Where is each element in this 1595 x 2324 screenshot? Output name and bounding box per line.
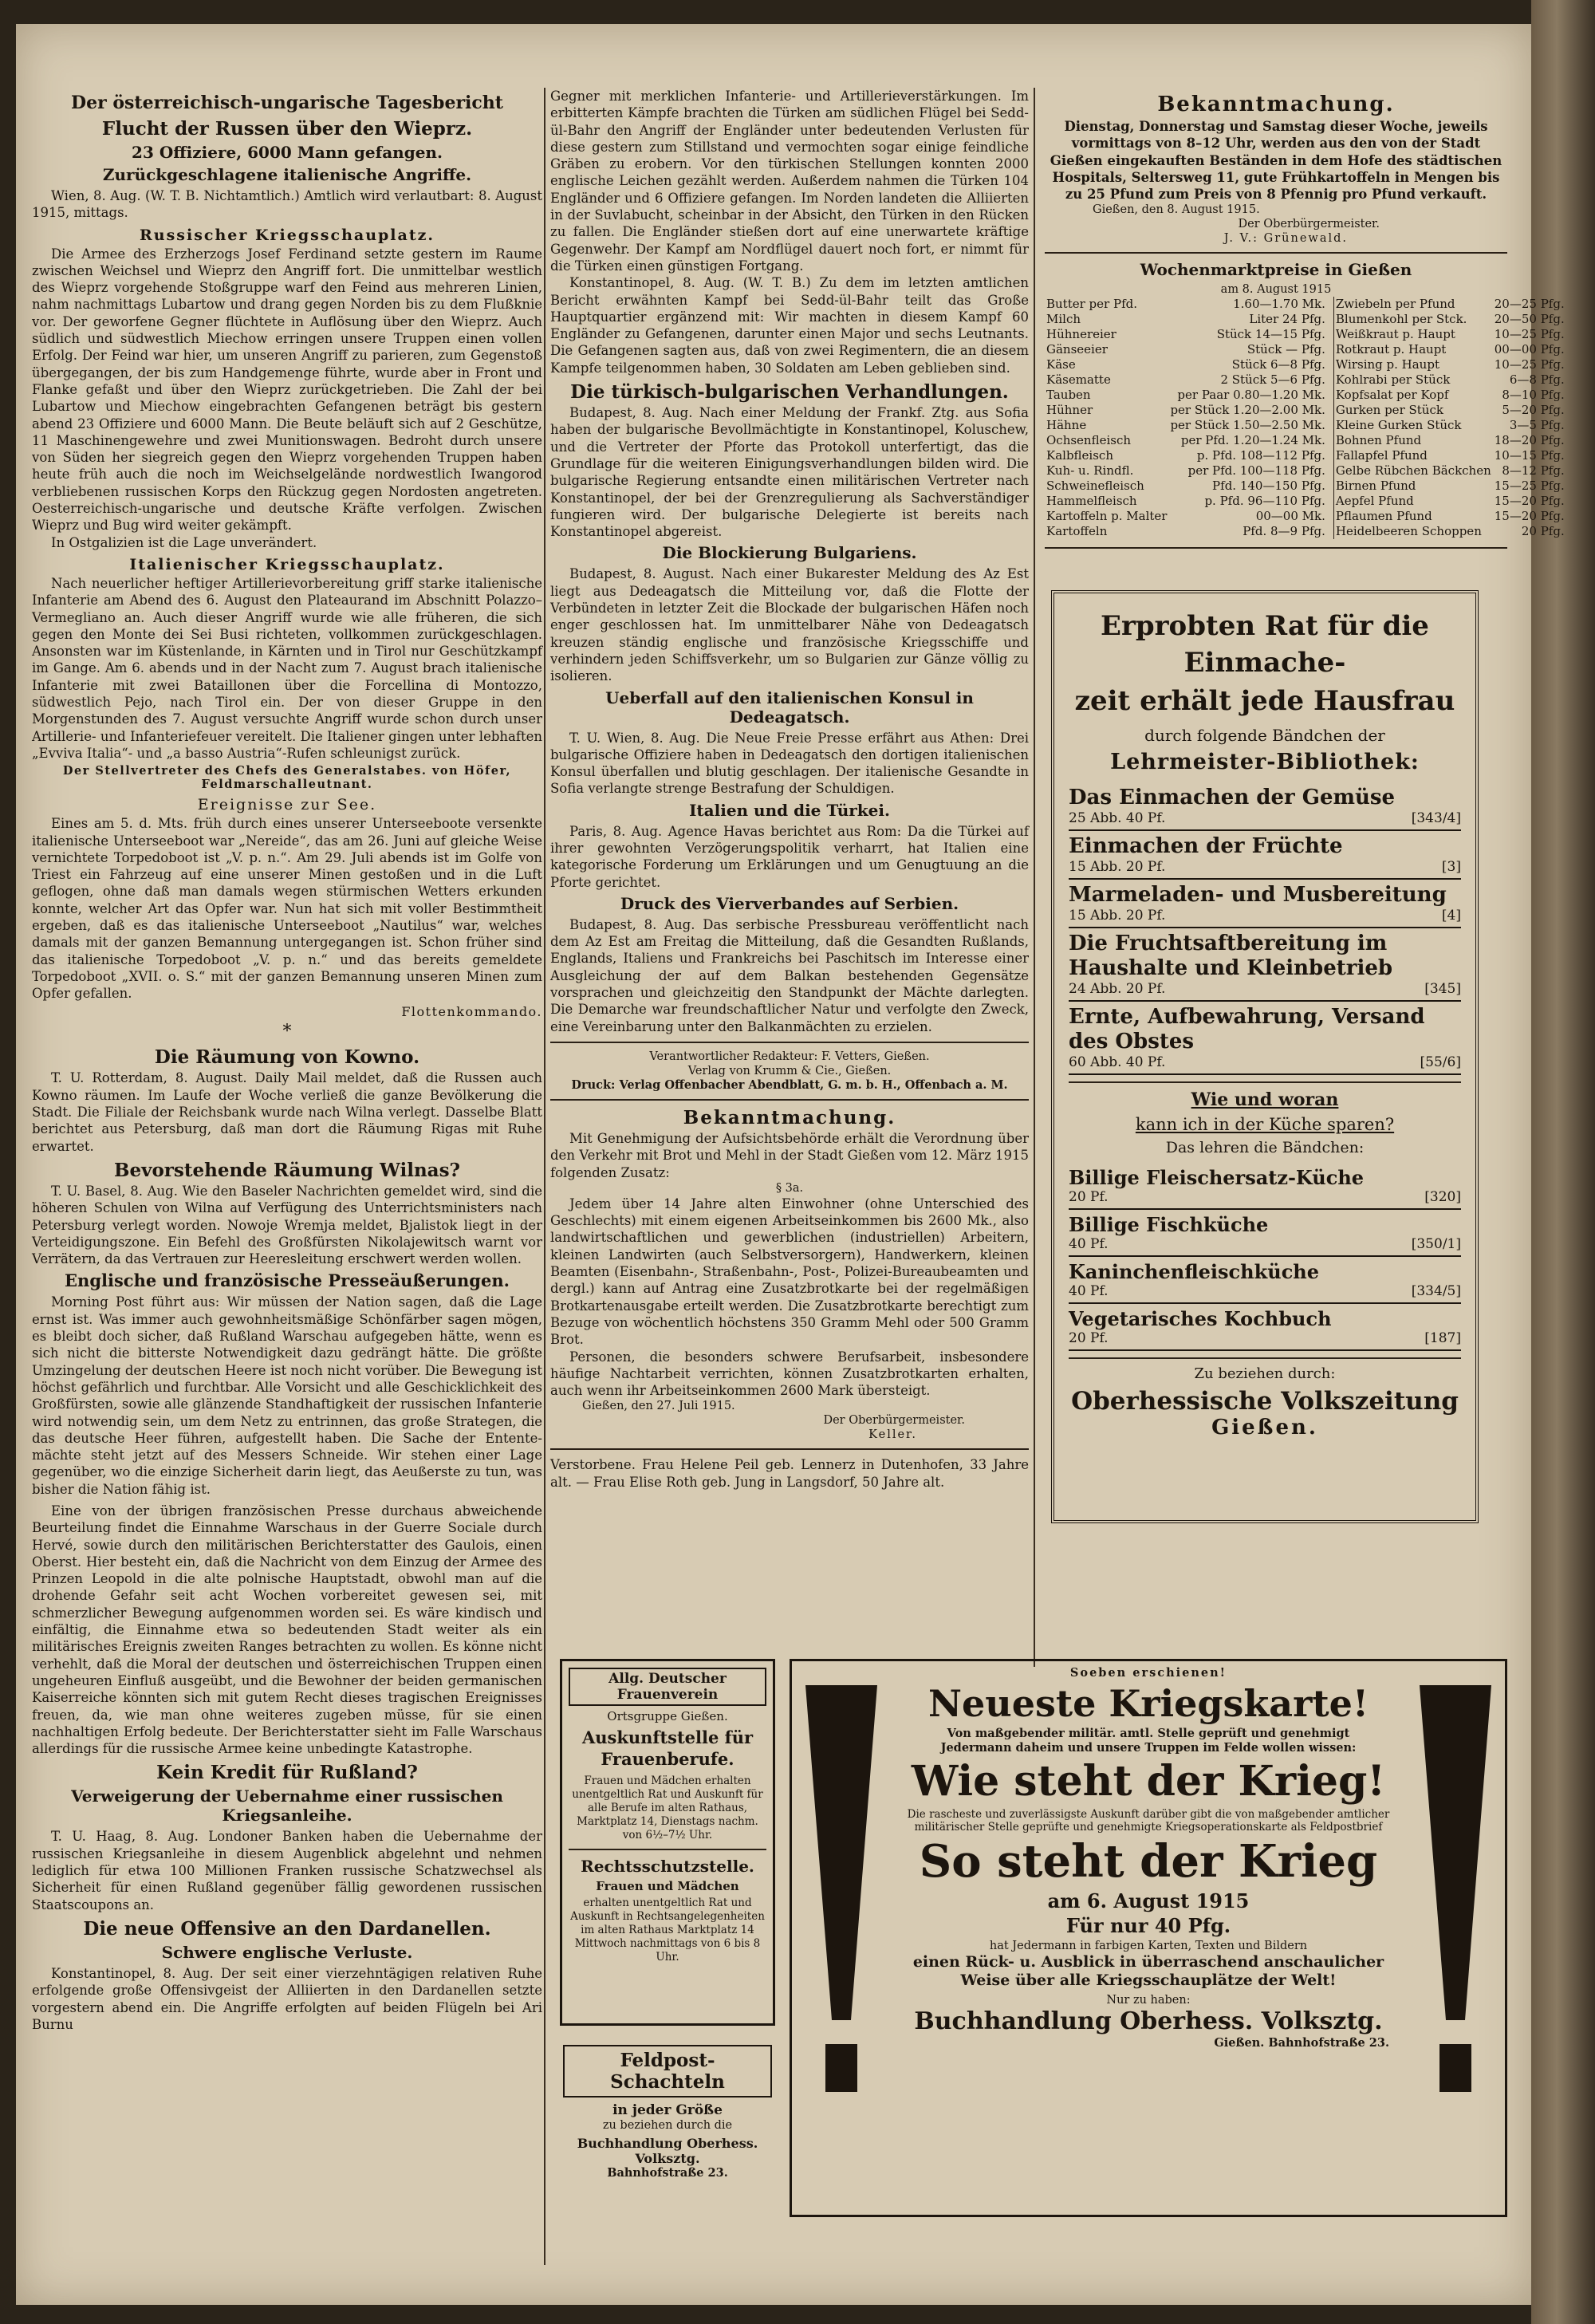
market-cell: Aepfel Pfund [1335, 494, 1414, 509]
market-row [1045, 463, 1566, 479]
market-row [1045, 327, 1566, 342]
exclamation-right-icon [1416, 1685, 1495, 2132]
ad-title-line: Lehrmeister-Bibliothek: [1110, 750, 1420, 774]
ad-book-title: Billige Fleischersatz-Küche [1069, 1166, 1365, 1189]
market-row [1045, 524, 1566, 539]
paragraph: Budapest, 8. Aug. Das serbische Pressbureau veröffentlicht nach dem Az Est am Freitag die Mitteilung, daß die Gesandten Rußlands, Englands, Italiens und Frankreichs bei Paschitsch im Interesse einer Ausgleichung der auf dem Balkan bestehenden Gegensätze vorsprachen und gleichzeitig den Standpunkt der Mächte darlegten. Die Demarche war freundschaftlicher Natur und verfolgte den Zweck, eine Vereinbarung unter den Balkanmächten zu erzielen. [550, 916, 1029, 1034]
headline-wilna: Bevorstehende Räumung Wilnas? [114, 1159, 460, 1181]
market-cell: Blumenkohl per Stck. [1335, 312, 1467, 327]
market-cell: 6—8 Pfg. [1509, 372, 1565, 388]
ad-text: Von maßgebender militär. amtl. Stelle geprüft und genehmigt [947, 1727, 1350, 1740]
ad-book-item [1069, 1210, 1461, 1257]
headline-dardanellen: Die neue Offensive an den Dardanellen. [83, 1917, 491, 1940]
imprint: Verantwortlicher Redakteur: F. Vetters, Gießen. [649, 1050, 930, 1063]
paragraph-obituaries: Verstorbene. Frau Helene Peil geb. Lennerz in Dutenhofen, 33 Jahre alt. — Frau Elise Roth geb. Jung in Langsdorf, 50 Jahre alt. [550, 1457, 1029, 1490]
ad-book-info: 40 Pf. [1069, 1283, 1109, 1299]
market-row [1045, 479, 1566, 494]
divider [1069, 1357, 1461, 1359]
ad-heading: Rechtsschutzstelle. [581, 1857, 754, 1876]
ad-book-title: Kaninchenfleischküche [1069, 1260, 1320, 1283]
divider [1045, 547, 1507, 549]
paragraph: Paris, 8. Aug. Agence Havas berichtet aus Rom: Da die Türkei auf ihrer gewohnten Verzögerungspolitik verharrt, hat Italien eine kategorische Forderung um Erklärungen und um Genugtuung an die Pforte gerichtet. [550, 823, 1029, 890]
ad-book-number: [320] [1424, 1189, 1461, 1205]
divider [550, 1448, 1029, 1450]
market-cell: 1.60—1.70 Mk. [1168, 297, 1333, 312]
paragraph: T. U. Haag, 8. Aug. Londoner Banken haben die Uebernahme der russischen Kriegsanleihe in diesem Augenblick abgelehnt und nehmen lediglich für etwa 100 Millionen Franken russische Schatzwechsel als Sicherheit für einen Rußland gegenüber fällig gewordenen russischen Staatscoupons an. [32, 1829, 542, 1912]
market-cell: Gurken per Stück [1335, 403, 1443, 418]
column-2 [550, 88, 1029, 1651]
market-cell: Kopfsalat per Kopf [1335, 388, 1449, 403]
market-cell: 8—10 Pfg. [1502, 388, 1565, 403]
ad-title: Allg. Deutscher Frauenverein [569, 1668, 766, 1706]
ad-book-info: 25 Abb. 40 Pf. [1069, 810, 1166, 826]
market-cell: Gänseeier [1046, 342, 1108, 357]
ad-book-title: Das Einmachen der Gemüse [1069, 786, 1396, 809]
ad-book-info: 20 Pf. [1069, 1189, 1109, 1205]
ad-kriegskarte [790, 1659, 1507, 2217]
signature: Keller. [868, 1428, 917, 1442]
ad-title: Neueste Kriegskarte! [927, 1682, 1369, 1725]
ad-publisher: Oberhessische Volkszeitung [1071, 1387, 1459, 1416]
market-cell: Kalbfleisch [1046, 448, 1113, 463]
separator-star: * [282, 1022, 292, 1042]
market-cell: Kleine Gurken Stück [1335, 418, 1462, 433]
market-cell: 8—12 Pfg. [1502, 463, 1565, 479]
market-cell: Tauben [1046, 388, 1091, 403]
date: Gießen, den 8. August 1915. [1093, 203, 1260, 217]
signature: Der Oberbürgermeister. [1238, 218, 1380, 231]
ad-text: Die rascheste und zuverlässigste Auskunft darüber gibt die von maßgebender amtlicher militärischer Stelle geprüfte und genehmigte Kriegsoperationskarte als Feldpostbrief [907, 1808, 1390, 1834]
ad-book-info: 15 Abb. 20 Pf. [1069, 908, 1166, 924]
headline-anleihe: Verweigerung der Uebernahme einer russischen Kriegsanleihe. [71, 1786, 503, 1826]
ad-subtitle: in jeder Größe [612, 2102, 723, 2118]
market-cell: Milch [1046, 312, 1081, 327]
market-row [1045, 433, 1566, 448]
paragraph: Konstantinopel, 8. Aug. Der seit einer vierzehntägigen relativen Ruhe erfolgende große Offensivgeist der Alliierten in den Dardanellen setzte vorgestern abend ein. Die Angriffe erfolgten auf beiden Flügeln bei Ari Burnu [32, 1965, 542, 2032]
subhead-russisch: Russischer Kriegsschauplatz. [139, 226, 435, 244]
market-cell: Käsematte [1046, 372, 1111, 388]
ad-question: Wie und woran [1191, 1089, 1339, 1110]
paragraph: Dienstag, Donnerstag und Samstag dieser Woche, jeweils vormittags von 8–12 Uhr, werden aus den von der Stadt Gießen eingekauften Beständen in dem Hofe des städtischen Hospitals, Seltersweg 11, gute Frühkartoffeln in Mengen bis zu 25 Pfund zum Preis von 8 Pfennig pro Pfund verkauft. [1050, 119, 1502, 203]
signature: Der Oberbürgermeister. [823, 1414, 965, 1428]
ad-book-title: Vegetarisches Kochbuch [1069, 1307, 1332, 1330]
ad-text: durch folgende Bändchen der [1144, 726, 1385, 745]
paragraph: Nach neuerlicher heftiger Artillerievorbereitung griff starke italienische Infanterie am Abend des 6. August den Plateaurand im Abschnitt Polazzo–Vermegliano an. Auch dieser Angriff wurde wie alle früheren, die sich gegen den Monte dei Sei Busi richteten, vollkommen zurückgeschlagen. Ansonsten war im Küstenlande, in Kärnten und in Tirol nur Geschützkampf im Gange. Am 6. abends und in der Nacht zum 7. August brach italienische Infanterie mit zwei Bataillonen über die Forcellina di Montozzo, südwestlich Pejo, nach Tirol ein. Der von dieser Gruppe in den Morgenstunden des 7. August versuchte Angriff wurde schon durch unser Artillerie- und Infanteriefeuer vereitelt. Die Italiener gingen unter lebhaften „Evviva Italia“- und „a basso Austria“-Rufen schleunigst zurück. [32, 575, 542, 761]
ad-title-line: Erprobten Rat für die Einmache- [1101, 610, 1429, 679]
market-row [1045, 342, 1566, 357]
market-cell: Fallapfel Pfund [1335, 448, 1428, 463]
market-cell: Liter 24 Pfg. [1168, 312, 1333, 327]
ad-heading: Feldpost-Schachteln [563, 2045, 772, 2098]
subhead-see: Ereignisse zur See. [197, 796, 377, 814]
market-cell: Ochsenfleisch [1046, 433, 1132, 448]
market-cell: 00—00 Mk. [1168, 509, 1333, 524]
market-cell: 10—25 Pfg. [1494, 327, 1565, 342]
date: Gießen, den 27. Juli 1915. [582, 1400, 735, 1413]
market-cell: Schweinefleisch [1046, 479, 1144, 494]
market-cell: Gelbe Rübchen Bäckchen [1335, 463, 1491, 479]
ad-answer: So steht der Krieg [919, 1835, 1378, 1888]
ad-book-title: Marmeladen- und Musbereitung [1069, 883, 1447, 907]
ad-book-number: [345] [1424, 981, 1461, 997]
paragraph: Die Armee des Erzherzogs Josef Ferdinand setzte gestern im Raume zwischen Weichsel und Wieprz den Angriff fort. Die unmittelbar westlich des Wieprz vorgehende Stoßgruppe warf den Feind aus mehreren Linien, nahm nachmittags Lubartow und drang gegen Norden bis zu dem Flußknie vor. Der geworfene Gegner flüchtete in Auflösung über den Wieprz. Auch südlich und südwestlich Miechow erringen unsere Truppen einen vollen Erfolg. Der Feind war hier, um unseren Angriff zu parieren, zum Gegenstoß übergegangen, der bis zum Handgemenge führte, wurde aber in Front und Flanke gefaßt und über den Wieprz zurückgetrieben. Die Zahl der bei Lubartow und Miechow eingebrachten Gefangenen beträgt bis gestern abend 23 Offiziere und 6000 Mann. Die Beute beläuft sich auf 2 Geschütze, 11 Maschinengewehre und zwei Munitionswagen. Bedroht durch unsere von Süden her siegreich gegen den Wieprz vorgehenden Truppen haben heute früh auch die noch im Weichselgelände nordwestlich Iwangorod verbliebenen russischen Korps den Rückzug gegen Nordosten angetreten. Oesterreichisch-ungarische und deutsche Kräfte verfolgen. Zwischen Wieprz und Bug wird weiter gekämpft. [32, 246, 542, 534]
paragraph: Eines am 5. d. Mts. früh durch eines unserer Unterseeboote versenkte italienische Unterseeboot war „Nereide“, das am 26. Juni auf gleiche Weise vernichtete Torpedoboot ist „V. p. n.“. Am 29. Juli abends ist im Golfe von Triest ein Fahrzeug auf eine unserer Minen gestoßen und in die Luft geflogen, ohne daß man damals wegen stürmischen Wetters erkunden konnte, welcher Art das Opfer war. Nun hat sich mit voller Bestimmtheit ergeben, daß es das italienische Unterseeboot „Nautilus“ war, welches damals mit der ganzen Bemannung untergegangen ist. Schon früher sind das italienische Torpedoboot „V. p. n.“ und das bereits gemeldete Torpedoboot „XVII. o. S.“ mit der ganzen Bemannung unseren Minen zum Opfer gefallen. [32, 816, 542, 1002]
ad-text: Frauen und Mädchen erhalten unentgeltlich Rat und Auskunft für alle Berufe im alten Rathaus, Marktplatz 14, Dienstags nachm. von 6½–7½ Uhr. [572, 1775, 763, 1841]
market-cell: Hühnereier [1046, 327, 1116, 342]
ad-book-item [1069, 1002, 1461, 1075]
market-row [1045, 297, 1566, 312]
ad-lehrmeister [1051, 590, 1479, 1523]
ad-text: Das lehren die Bändchen: [1165, 1139, 1365, 1156]
ad-book-number: [350/1] [1411, 1236, 1461, 1252]
signature: Der Stellvertreter des Chefs des Generalstabes. von Höfer, Feldmarschalleutnant. [62, 764, 512, 792]
ad-book-info: 20 Pf. [1069, 1330, 1109, 1346]
paragraph: T. U. Basel, 8. Aug. Wie den Baseler Nachrichten gemeldet wird, sind die höheren Schulen von Wilna auf Verfügung des Unterrichtsministers nach Petersburg verlegt worden. Nowoje Wremja meldet, Bjalistok liegt in der Verteidigungszone. Ein Befehl des Großfürsten Nikolajewitsch warnt vor Verrätern, da das Vertrauen zur Heeresleitung erschwert werden wollen. [32, 1183, 542, 1267]
headline-presse: Englische und französische Presseäußerungen. [65, 1270, 510, 1291]
ad-book-number: [343/4] [1411, 810, 1461, 826]
paragraph: Morning Post führt aus: Wir müssen der Nation sagen, daß die Lage ernst ist. Was immer auch gewohnheitsmäßige Schönfärber sagen mögen, es bleibt doch sicher, daß Rußland Warschau aufgegeben hätte, wenn es sich nicht die bitterste Notwendigkeit dazu gedrängt hätte. Die größte Umzingelung der deutschen Heere ist noch nicht vorüber. Die Bewegung ist höchst gefährlich und furchtbar. Alle Vorsicht und alle Geschicklichkeit des Großfürsten, sowie alle glänzende Standhaftigkeit der russischen Infanterie wird notwendig sein, um dem Netz zu entrinnen, das große Strategen, die das deutsche Heer führen, aufgestellt haben. Die Sache der Entente-mächte steht jetzt auf des Messers Schneide. Wir stehen einer Lage gegenüber, wo die einzige Sicherheit darin liegt, das Aeußerste zu tun, was bisher die Nation fähig ist. [32, 1294, 542, 1497]
ad-heading: Auskunftstelle für Frauenberufe. [581, 1727, 754, 1769]
column-rule-1 [544, 88, 545, 2265]
market-price-table [1045, 297, 1566, 539]
ad-book-title: Billige Fischküche [1069, 1213, 1269, 1236]
ad-book-item [1069, 1257, 1461, 1304]
paragraph: T. U. Rotterdam, 8. August. Daily Mail meldet, daß die Russen auch Kowno räumen. Im Laufe der Woche verließ die ganze Bevölkerung die Stadt. Die Filiale der Reichsbank wurde nach Wilna verlegt. Dasselbe Blatt berichtet aus Petersburg, daß man dort die Räumung Rigas mit Ruhe erwartet. [32, 1070, 542, 1154]
paragraph: Mit Genehmigung der Aufsichtsbehörde erhält die Verordnung über den Verkehr mit Brot und Mehl in der Stadt Gießen vom 12. März 1915 folgenden Zusatz: [550, 1130, 1029, 1180]
exclamation-left-icon [801, 1685, 881, 2132]
ad-city: Gießen. [1211, 1416, 1318, 1440]
ad-shop: Buchhandlung Oberhess. Volksztg. [577, 2136, 758, 2166]
market-cell: Butter per Pfd. [1046, 297, 1137, 312]
headline-tuerkei: Italien und die Türkei. [689, 800, 890, 820]
paragraph: Eine von der übrigen französischen Presse durchaus abweichende Beurteilung findet die Einnahme Warschaus in der Guerre Sociale durch Hervé, sowie durch den militärischen Berichterstatter des Gaulois, einen Oberst. Hier besteht ein, daß die Nachricht von dem Einzug der Armee des Prinzen Leopold in die alte polnische Hauptstadt, obwohl man auf die drohende Gefahr seit acht Wochen vorbereitet gewesen sei, mit schmerzlicher Bewegung aufgenommen worden sei. Es wäre kindisch und einfältig, die Einnahme etwa so bedeutenden Stadt weiter als ein militärisches Ereignis zweiten Ranges betrachten zu wollen. Es könne nicht verhehlt, daß die Moral der deutschen und österreichischen Truppen einen ungeheuren Einfluß ausgeübt, und die Bewohner der beiden germanischen Kaiserreiche könnten sich mit gutem Recht dieses tragischen Ereignisses freuen, da, wie man ohne weiteres zugeben müsse, für sie einen nachhaltigen Erfolg bedeute. Der Berichterstatter sieht im Falle Warschaus allerdings für die russische Armee keine unbedingte Katastrophe. [32, 1503, 542, 1757]
ad-title-line: zeit erhält jede Hausfrau [1074, 685, 1455, 717]
market-title: Wochenmarktpreise in Gießen [1140, 260, 1412, 280]
column-rule-2 [1034, 88, 1035, 1667]
market-cell: Kohlrabi per Stück [1335, 372, 1451, 388]
paragraph: Personen, die besonders schwere Berufsarbeit, insbesondere häufige Nachtarbeit verrichten, können Zusatzbrotkarten erhalten, auch wenn ihr Arbeitseinkommen 2600 Mark übersteigt. [550, 1349, 1029, 1399]
ad-book-title: Ernte, Aufbewahrung, Versand des Obstes [1069, 1005, 1425, 1054]
ad-feldpost [560, 2042, 775, 2209]
column-1 [32, 88, 542, 2305]
headline-gefangen: 23 Offiziere, 6000 Mann gefangen. [132, 143, 443, 162]
headline-konsul: Ueberfall auf den italienischen Konsul in Dedeagatsch. [605, 687, 974, 727]
market-cell: Pfd. 8—9 Pfg. [1168, 524, 1333, 539]
market-cell: Kartoffeln [1046, 524, 1108, 539]
paragraph: T. U. Wien, 8. Aug. Die Neue Freie Presse erfährt aus Athen: Drei bulgarische Offiziere haben in Dedeagatsch den dortigen italienischen Konsul überfallen und blutig geschlagen. Der italienische Gesandte in Sofia verlangte strenge Bestrafung der Schuldigen. [550, 730, 1029, 797]
paragraph: Budapest, 8. Aug. Nach einer Meldung der Frankf. Ztg. aus Sofia haben der bulgarische Bevollmächtigte in Konstantinopel, Koluschew, und die Vertreter der Pforte das Protokoll unterfertigt, das die Grundlage für die weiteren Einigungsverhandlungen bilden wird. Die bulgarische Regierung entsandte einen militärischen Vertreter nach Konstantinopel, der bei der Grenzregulierung als Sachverständiger fungieren wird. Der bulgarische Delegierte ist bereits nach Konstantinopel abgereist. [550, 405, 1029, 540]
ad-book-info: 60 Abb. 40 Pf. [1069, 1054, 1166, 1070]
ad-subtitle: Ortsgruppe Gießen. [607, 1709, 728, 1723]
divider [550, 1099, 1029, 1101]
ad-book-number: [3] [1441, 859, 1461, 875]
market-row [1045, 403, 1566, 418]
market-row [1045, 509, 1566, 524]
market-cell: Heidelbeeren Schoppen [1335, 524, 1482, 539]
paragraph: Budapest, 8. August. Nach einer Bukarester Meldung des Az Est liegt aus Dedeagatsch die Mitteilung vor, daß die Flotte der Verbündeten in letzter Zeit die Blockade der bulgarischen Häfen noch enger geschlossen hat. Im unmittelbarer Nähe von Dedeagatsch kreuzen ständig englische und französische Kriegsschiffe und verhindern jeden Schiffsverkehr, um so Bulgarien zur Gänze völlig zu isolieren. [550, 566, 1029, 684]
ad-question: Wie steht der Krieg! [911, 1757, 1386, 1806]
market-cell: Pflaumen Pfund [1335, 509, 1432, 524]
paragraph: In Ostgalizien ist die Lage unverändert. [51, 534, 317, 550]
paragraph: Konstantinopel, 8. Aug. (W. T. B.) Zu dem im letzten amtlichen Bericht erwähnten Kampf bei Sedd-ül-Bahr teilt das Große Hauptquartier ergänzend mit: Wir machten in diesem Kampf 60 Engländer zu Gefangenen, darunter einen Major und sechs Leutnants. Die Gefangenen sagten aus, daß von zwei Regimentern, die an diesem Kampfe teilgenommen haben, 30 Soldaten am Leben geblieben sind. [550, 275, 1029, 376]
market-cell: 5—20 Pfg. [1502, 403, 1565, 418]
ad-text: Zu beziehen durch: [1194, 1365, 1336, 1382]
market-cell: 20—50 Pfg. [1494, 312, 1565, 327]
market-row [1045, 494, 1566, 509]
ad-book-list-2 [1069, 1163, 1461, 1351]
signature: Flottenkommando. [401, 1004, 542, 1020]
market-cell: Wirsing p. Haupt [1335, 357, 1439, 372]
ad-text: hat Jedermann in farbigen Karten, Texten und Bildern [989, 1940, 1308, 1952]
ad-text: erhalten unentgeltlich Rat und Auskunft in Rechtsangelegenheiten im alten Rathaus Marktplatz 14 Mittwoch nachmittags von 6 bis 8 Uhr. [570, 1897, 765, 1964]
market-cell: Zwiebeln per Pfund [1335, 297, 1455, 312]
imprint: Verlag von Krumm & Cie., Gießen. [687, 1064, 892, 1077]
market-cell: Kartoffeln p. Malter [1046, 509, 1168, 524]
headline-bekanntmachung: Bekanntmachung. [683, 1106, 896, 1129]
market-cell: Pfd. 140—150 Pfg. [1168, 479, 1333, 494]
ad-book-list [1069, 782, 1461, 1075]
headline-flucht: Flucht der Russen über den Wieprz. [101, 118, 473, 140]
ad-book-number: [334/5] [1411, 1283, 1461, 1299]
ad-shop: Buchhandlung Oberhess. Volksztg. [914, 2007, 1383, 2035]
headline-angriffe: Zurückgeschlagene italienische Angriffe. [102, 165, 472, 184]
paragraph: Wien, 8. Aug. (W. T. B. Nichtamtlich.) Amtlich wird verlautbart: 8. August 1915, mittags. [32, 188, 542, 221]
ad-text: Nur zu haben: [1106, 1994, 1191, 2007]
headline-verhandlungen: Die türkisch-bulgarischen Verhandlungen. [570, 381, 1009, 404]
market-cell: per Paar 0.80—1.20 Mk. [1168, 388, 1333, 403]
signature: J. V.: Grünewald. [1223, 232, 1348, 246]
market-row [1045, 448, 1566, 463]
ad-book-number: [4] [1441, 908, 1461, 924]
market-row [1045, 388, 1566, 403]
ad-book-item [1069, 1163, 1461, 1210]
market-cell: 20—25 Pfg. [1494, 297, 1565, 312]
ad-book-number: [187] [1424, 1330, 1461, 1346]
ad-book-title: Die Fruchtsaftbereitung im Haushalte und Kleinbetrieb [1069, 932, 1393, 980]
market-cell: 15—20 Pfg. [1494, 494, 1565, 509]
market-cell: per Pfd. 100—118 Pfg. [1168, 463, 1333, 479]
market-row [1045, 372, 1566, 388]
divider [1045, 252, 1507, 254]
ad-address: Gießen. Bahnhofstraße 23. [1214, 2036, 1389, 2050]
ad-question: kann ich in der Küche sparen? [1135, 1115, 1395, 1134]
divider [569, 1849, 766, 1850]
ad-text: zu beziehen durch die [602, 2119, 733, 2132]
market-row [1045, 312, 1566, 327]
market-cell: 20 Pfg. [1521, 524, 1565, 539]
ad-book-item [1069, 928, 1461, 1002]
ad-text: Jedermann daheim und unsere Truppen im Felde wollen wissen: [940, 1741, 1357, 1755]
market-cell: 3—5 Pfg. [1509, 418, 1565, 433]
market-row [1045, 357, 1566, 372]
ad-book-item [1069, 880, 1461, 928]
market-cell: 18—20 Pfg. [1494, 433, 1565, 448]
market-cell: Stück 6—8 Pfg. [1168, 357, 1333, 372]
ad-subtitle: Frauen und Mädchen [596, 1879, 739, 1893]
ad-date: am 6. August 1915 [1047, 1889, 1250, 1912]
subhead-italienisch: Italienischer Kriegsschauplatz. [129, 555, 445, 573]
ad-text: einen Rück- u. Ausblick in überraschend anschaulicher Weise über alle Kriegsschauplätze der Welt! [912, 1953, 1384, 1989]
ad-book-item [1069, 831, 1461, 880]
ad-book-item [1069, 1304, 1461, 1351]
ad-book-number: [55/6] [1420, 1054, 1461, 1070]
headline-blockierung: Die Blockierung Bulgariens. [662, 543, 917, 563]
market-cell: Stück — Pfg. [1168, 342, 1333, 357]
headline-tagesbericht: Der österreichisch-ungarische Tagesbericht [71, 93, 503, 113]
market-cell: p. Pfd. 108—112 Pfg. [1168, 448, 1333, 463]
ad-price: Für nur 40 Pfg. [1065, 1914, 1231, 1937]
ad-book-info: 40 Pf. [1069, 1236, 1109, 1252]
divider [1069, 1081, 1461, 1083]
divider [550, 1042, 1029, 1043]
market-row [1045, 418, 1566, 433]
market-cell: per Stück 1.50—2.50 Mk. [1168, 418, 1333, 433]
imprint: Druck: Verlag Offenbacher Abendblatt, G. m. b. H., Offenbach a. M. [571, 1077, 1008, 1092]
market-cell: Weißkraut p. Haupt [1335, 327, 1455, 342]
market-cell: Käse [1046, 357, 1076, 372]
market-cell: Rotkraut p. Haupt [1335, 342, 1447, 357]
market-cell: p. Pfd. 96—110 Pfg. [1168, 494, 1333, 509]
market-cell: 00—00 Pfg. [1494, 342, 1565, 357]
market-date: am 8. August 1915 [1220, 283, 1332, 297]
ad-frauenverein [560, 1659, 775, 2026]
market-cell: Birnen Pfund [1335, 479, 1416, 494]
market-cell: Kuh- u. Rindfl. [1046, 463, 1134, 479]
ad-book-title: Einmachen der Früchte [1069, 834, 1343, 858]
headline-bekanntmachung-2: Bekanntmachung. [1157, 93, 1395, 116]
headline-verluste: Schwere englische Verluste. [161, 1942, 413, 1962]
market-cell: Stück 14—15 Pfg. [1168, 327, 1333, 342]
market-cell: Bohnen Pfund [1335, 433, 1422, 448]
ad-address: Bahnhofstraße 23. [607, 2166, 728, 2180]
market-cell: Hammelfleisch [1046, 494, 1137, 509]
market-cell: 10—25 Pfg. [1494, 357, 1565, 372]
ad-book-info: 24 Abb. 20 Pf. [1069, 981, 1166, 997]
ad-book-info: 15 Abb. 20 Pf. [1069, 859, 1166, 875]
paragraph: Gegner mit merklichen Infanterie- und Artillerieverstärkungen. Im erbitterten Kämpfe brachten die Türken am südlichen Flügel bei Sedd-ül-Bahr den Angriff der Engländer unter bedeutenden Verlusten für diese gestern zum Stillstand und vermochten sogar einige feindliche Gräben zu erobern. Vor den türkischen Stellungen konnten 2000 englische Leichen gezählt werden. Außerdem nahmen die Türken 104 Engländer und 6 Offiziere gefangen. Im Norden landeten die Alliierten in der Suvlabucht, scheinbar in der Absicht, den Türken in den Rücken zu fallen. Die Engländer stießen dort auf eine unerwartete kräftige Gegenwehr. Der Kampf am Nordflügel dauert noch fort, er nimmt für die Türken einen günstigen Fortgang. [550, 89, 1029, 274]
headline-kredit: Kein Kredit für Rußland? [156, 1762, 418, 1784]
market-cell: per Pfd. 1.20—1.24 Mk. [1168, 433, 1333, 448]
market-cell: per Stück 1.20—2.00 Mk. [1168, 403, 1333, 418]
market-cell: 15—25 Pfg. [1494, 479, 1565, 494]
paragraph: Jedem über 14 Jahre alten Einwohner (ohne Unterschied des Geschlechts) mit einem eigenen Arbeitseinkommen bis 2600 Mk., also landwirtschaftlichen und gewerblichen (industriellen) Arbeitern, kleinen Landwirten (auch Selbstversorgern), Handwerkern, kleinen Beamten (Eisenbahn-, Straßenbahn-, Post-, Polizei-Bureaubeamten und dergl.) kann auf Antrag eine Zusatzbrotkarte bei der regelmäßigen Brotkartenausgabe erteilt werden. Die Zusatzbrotkarte berechtigt zum Bezuge von wöchentlich höchstens 350 Gramm Mehl oder 500 Gramm Brot. [550, 1195, 1029, 1348]
market-cell: 15—20 Pfg. [1494, 509, 1565, 524]
market-cell: Hähne [1046, 418, 1087, 433]
ad-book-item [1069, 782, 1461, 831]
market-cell: 2 Stück 5—6 Pfg. [1168, 372, 1333, 388]
market-cell: 10—15 Pfg. [1494, 448, 1565, 463]
headline-serbien: Druck des Vierverbandes auf Serbien. [620, 893, 959, 913]
ad-new: Soeben erschienen! [1069, 1666, 1227, 1680]
paragraph-section: § 3a. [775, 1181, 804, 1195]
market-cell: Hühner [1046, 403, 1093, 418]
headline-kowno: Die Räumung von Kowno. [154, 1046, 420, 1069]
